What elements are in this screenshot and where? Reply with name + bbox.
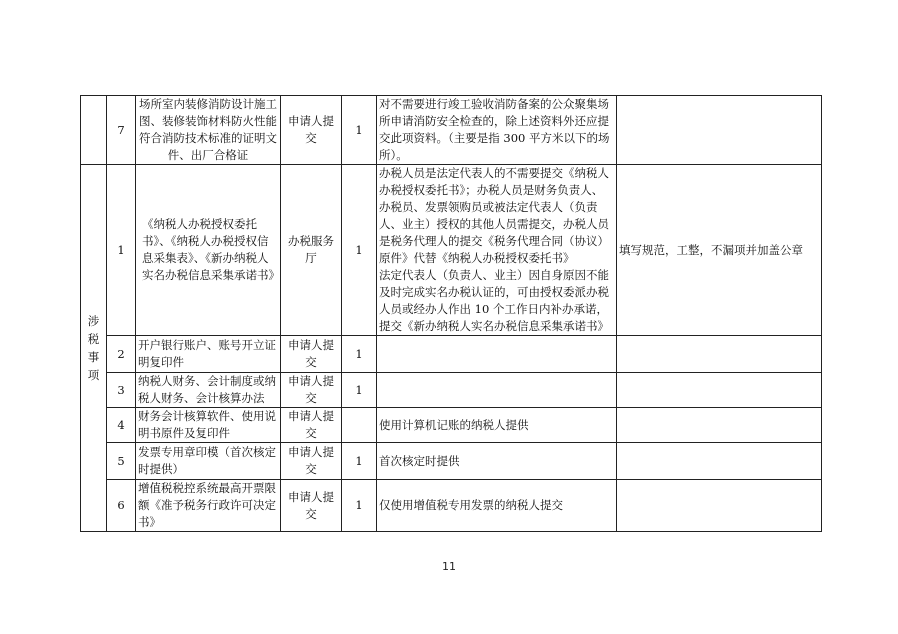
- category-label: 涉税 事项: [81, 165, 107, 532]
- material-source: 申请人提交: [281, 443, 342, 480]
- material-note: [377, 373, 617, 408]
- material-source: 申请人提交: [281, 96, 342, 165]
- material-requirement: [617, 408, 822, 443]
- copies-count: [342, 408, 377, 443]
- material-source: 申请人提交: [281, 408, 342, 443]
- page-number: 11: [442, 560, 456, 573]
- material-note: 办税人员是法定代表人的不需要提交《纳税人办税授权委托书》；办税人员是财务负责人、办税员、发票领购员或被法定代表人（负责人、业主）授权的其他人员需提交，办税人员是税务代理人的提交《税务代理合同（协议）原件》代替《纳税人办税授权委托书》 法定代表人（负责人、业主）因自身原因不能及时完成实名办税认证的，可由授权委派办税人员或经办人作出 10 个工作日内补办承诺，提交《新办纳税人实名办税信息采集承诺书》: [377, 165, 617, 336]
- material-source: 申请人提交: [281, 373, 342, 408]
- table-row: [81, 443, 822, 480]
- copies-count: 1: [342, 336, 377, 373]
- table-row: [81, 480, 822, 532]
- material-note: [377, 336, 617, 373]
- row-number: 4: [107, 408, 136, 443]
- material-name: 增值税税控系统最高开票限额《准予税务行政许可决定书》: [136, 480, 281, 532]
- table-row: [81, 373, 822, 408]
- copies-count: 1: [342, 480, 377, 532]
- material-requirement: [617, 96, 822, 165]
- material-source: 申请人提交: [281, 336, 342, 373]
- material-note: 对不需要进行竣工验收消防备案的公众聚集场所申请消防安全检查的，除上述资料外还应提交此项资料。（主要是指 300 平方米以下的场所）。: [377, 96, 617, 165]
- material-note: 使用计算机记账的纳税人提供: [377, 408, 617, 443]
- row-number: 5: [107, 443, 136, 480]
- copies-count: 1: [342, 443, 377, 480]
- category-cell: [81, 96, 107, 165]
- material-requirement: 填写规范，工整，不漏项并加盖公章: [617, 165, 822, 336]
- material-name: 场所室内装修消防设计施工图、装修装饰材料防火性能符合消防技术标准的证明文件、出厂合格证: [136, 96, 281, 165]
- material-requirement: [617, 480, 822, 532]
- table-row: [81, 96, 822, 165]
- table-row: [81, 336, 822, 373]
- material-name: 财务会计核算软件、使用说明书原件及复印件: [136, 408, 281, 443]
- material-name: 纳税人财务、会计制度或纳税人财务、会计核算办法: [136, 373, 281, 408]
- row-number: 2: [107, 336, 136, 373]
- table-row: [81, 408, 822, 443]
- row-number: 7: [107, 96, 136, 165]
- row-number: 6: [107, 480, 136, 532]
- copies-count: 1: [342, 373, 377, 408]
- material-requirement: [617, 336, 822, 373]
- copies-count: 1: [342, 165, 377, 336]
- material-note: 首次核定时提供: [377, 443, 617, 480]
- row-number: 3: [107, 373, 136, 408]
- material-name: 发票专用章印模（首次核定时提供）: [136, 443, 281, 480]
- copies-count: 1: [342, 96, 377, 165]
- material-name: 开户银行账户、账号开立证明复印件: [136, 336, 281, 373]
- material-name: 《纳税人办税授权委托书》、《纳税人办税授权信息采集表》、《新办纳税人实名办税信息采集承诺书》: [136, 165, 281, 336]
- material-source: 办税服务厅: [281, 165, 342, 336]
- material-note: 仅使用增值税专用发票的纳税人提交: [377, 480, 617, 532]
- materials-table: [80, 95, 822, 532]
- material-requirement: [617, 443, 822, 480]
- material-source: 申请人提交: [281, 480, 342, 532]
- material-requirement: [617, 373, 822, 408]
- row-number: 1: [107, 165, 136, 336]
- table-row: [81, 165, 822, 336]
